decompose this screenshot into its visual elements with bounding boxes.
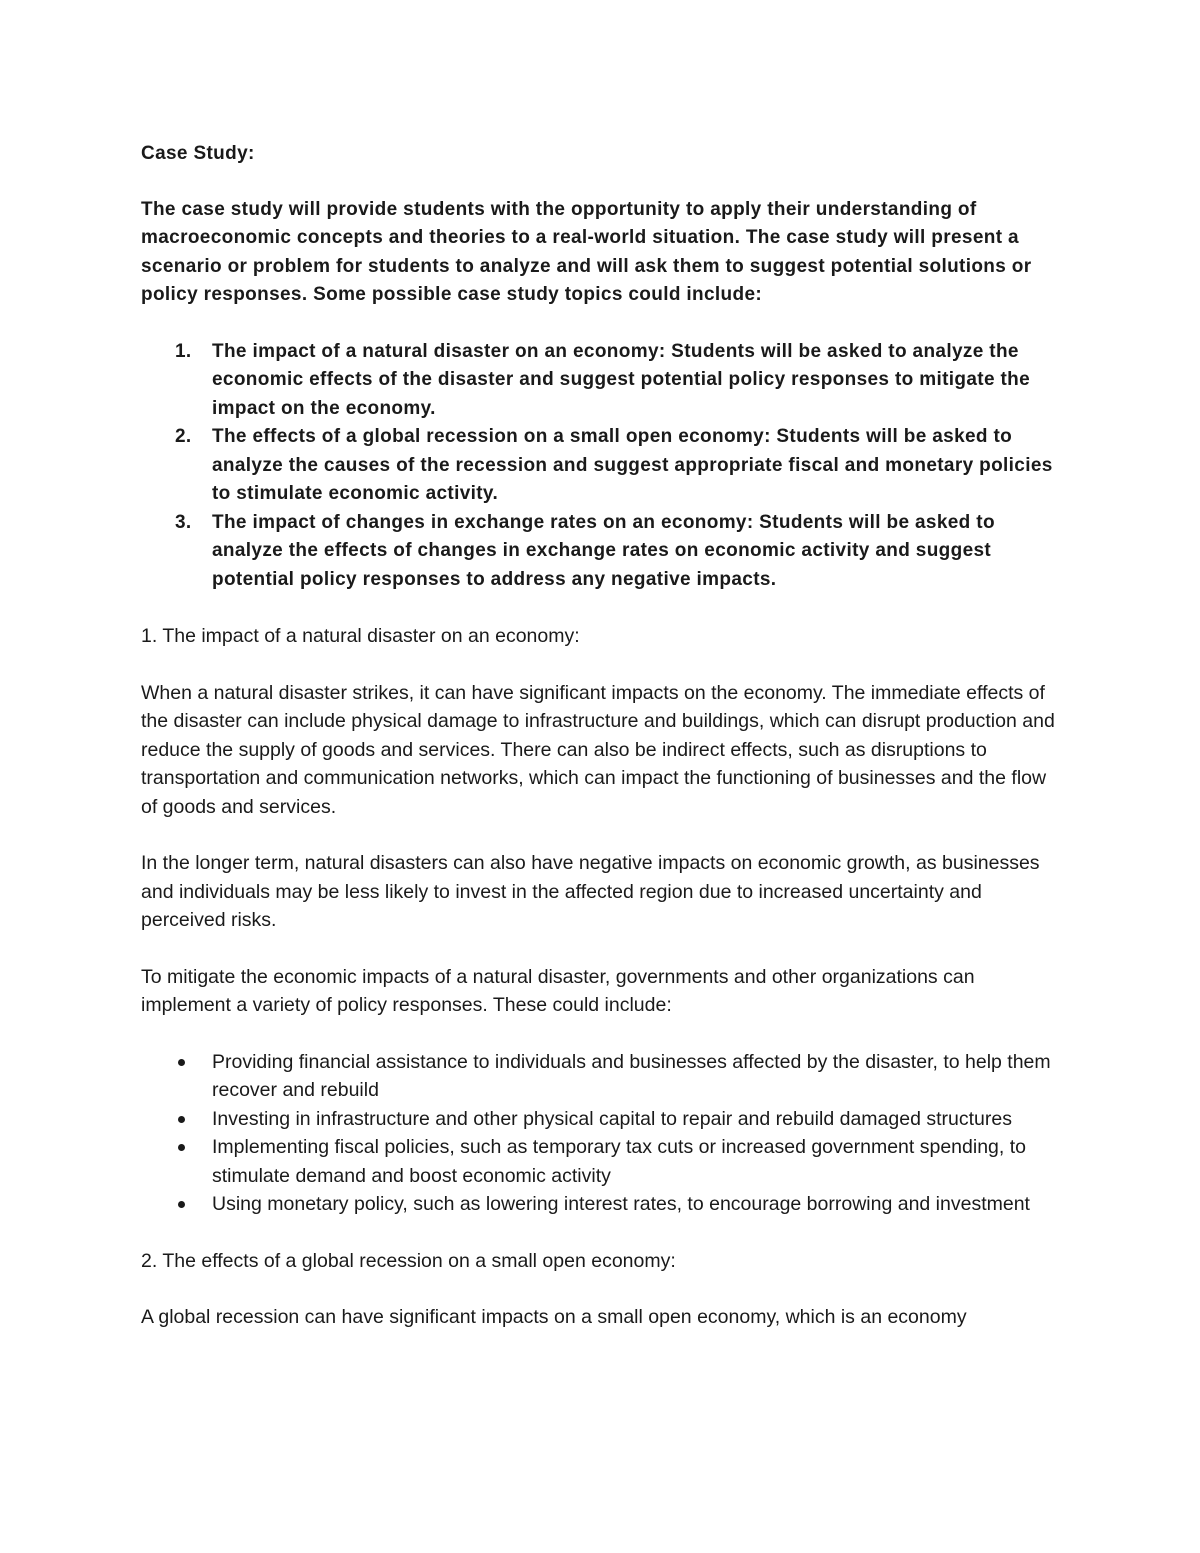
bullet-icon bbox=[178, 1059, 185, 1066]
policy-bullet-list bbox=[141, 1048, 1061, 1219]
list-item-text: The impact of changes in exchange rates on an economy: Students will be asked to analyze the effects of changes in exchange rates on economic activity and suggest potential policy responses to address any negative impacts. bbox=[212, 511, 995, 590]
paragraph: When a natural disaster strikes, it can have significant impacts on the economy. The immediate effects of the disaster can include physical damage to infrastructure and buildings, which can disrupt production and reduce the supply of goods and services. There can also be indirect effects, such as disruptions to transportation and communication networks, which can impact the functioning of businesses and the flow of goods and services. bbox=[141, 681, 1055, 818]
list-item-text: Investing in infrastructure and other physical capital to repair and rebuild damaged structures bbox=[212, 1107, 1012, 1130]
intro-paragraph: The case study will provide students with the opportunity to apply their understanding of macroeconomic concepts and theories to a real-world situation. The case study will present a scenario or problem for students to analyze and will ask them to suggest potential solutions or policy responses. Some possible case study topics could include: bbox=[141, 198, 1032, 305]
list-item bbox=[141, 1133, 1061, 1190]
list-item bbox=[141, 1105, 1061, 1134]
document-page bbox=[141, 140, 1061, 1360]
list-item-text: Using monetary policy, such as lowering interest rates, to encourage borrowing and investment bbox=[212, 1193, 1030, 1215]
paragraph: To mitigate the economic impacts of a natural disaster, governments and other organizations can implement a variety of policy responses. These could include: bbox=[141, 965, 975, 1016]
list-item-text: Implementing fiscal policies, such as temporary tax cuts or increased government spending, to stimulate demand and boost economic activity bbox=[212, 1136, 1026, 1187]
topic-list bbox=[141, 338, 1061, 595]
list-item-text: The impact of a natural disaster on an economy: Students will be asked to analyze the economic effects of the disaster and suggest potential policy responses to mitigate the impact on the economy. bbox=[212, 340, 1031, 419]
list-number: 1. bbox=[175, 340, 192, 362]
list-number: 3. bbox=[175, 511, 192, 533]
list-item bbox=[141, 423, 1061, 509]
list-item bbox=[141, 509, 1061, 595]
bullet-icon bbox=[178, 1116, 185, 1123]
bullet-icon bbox=[178, 1201, 185, 1208]
list-item-text: The effects of a global recession on a small open economy: Students will be asked to analyze the causes of the recession and suggest appropriate fiscal and monetary policies to stimulate economic activity. bbox=[212, 426, 1053, 504]
section-heading-2: 2. The effects of a global recession on a small open economy: bbox=[141, 1249, 676, 1272]
section-heading-1: 1. The impact of a natural disaster on an economy: bbox=[141, 625, 580, 647]
list-item bbox=[141, 1190, 1061, 1219]
list-number: 2. bbox=[175, 426, 192, 447]
list-item bbox=[141, 338, 1061, 424]
bullet-icon bbox=[178, 1144, 185, 1151]
paragraph: A global recession can have significant impacts on a small open economy, which is an economy bbox=[141, 1306, 967, 1328]
list-item bbox=[141, 1048, 1061, 1105]
list-item-text: Providing financial assistance to individuals and businesses affected by the disaster, to help them recover and rebuild bbox=[212, 1050, 1051, 1101]
document-title: Case Study: bbox=[141, 143, 255, 164]
paragraph: In the longer term, natural disasters can also have negative impacts on economic growth, as businesses and individuals may be less likely to invest in the affected region due to increased uncertainty and perceived risks. bbox=[141, 852, 1040, 931]
